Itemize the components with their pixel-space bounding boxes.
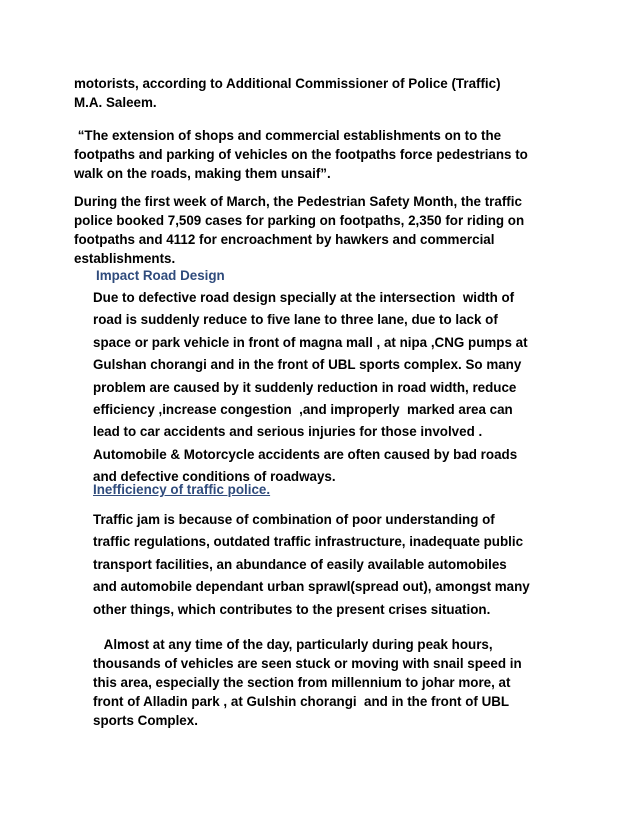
peak-hours-paragraph [93,635,573,730]
road-design-line: Gulshan chorangi and in the front of UBL sports complex. So many [93,357,522,373]
march-stats-line: police booked 7,509 cases for parking on footpaths, 2,350 for riding on [74,213,525,228]
road-design-line: and defective conditions of roadways. [93,469,336,485]
peak-hours-line: front of Alladin park , at Gulshin chorangi and in the front of UBL [93,694,510,709]
traffic-police-heading[interactable]: Inefficiency of traffic police. [93,482,271,497]
peak-hours-line: this area, especially the section from millennium to johar more, at [93,675,511,690]
traffic-police-line: other things, which contributes to the present crises situation. [93,601,491,617]
march-stats-line: footpaths and 4112 for encroachment by hawkers and commercial [74,232,495,247]
quote-line: “The extension of shops and commercial establishments on to the [74,128,502,143]
peak-hours-line: thousands of vehicles are seen stuck or moving with snail speed in [93,656,522,671]
traffic-police-line: and automobile dependant urban sprawl(spread out), amongst many [93,579,530,595]
traffic-police-line: traffic regulations, outdated traffic infrastructure, inadequate public [93,534,524,550]
march-stats-line: During the first week of March, the Pedestrian Safety Month, the traffic [74,194,522,209]
peak-hours-line: Almost at any time of the day, particularly during peak hours, [93,637,493,652]
road-design-line: Due to defective road design specially at the intersection width of [93,290,515,305]
road-design-paragraph [93,287,573,489]
quote-line: walk on the roads, making them unsaif”. [74,166,331,181]
road-design-line: road is suddenly reduce to five lane to three lane, due to lack of [93,312,498,328]
road-design-heading: Impact Road Design [96,268,225,283]
intro-line: M.A. Saleem. [74,95,157,110]
intro-line: motorists, according to Additional Commissioner of Police (Traffic) [74,76,501,91]
road-design-line: efficiency ,increase congestion ,and improperly marked area can [93,402,513,418]
road-design-line: lead to car accidents and serious injuries for those involved . [93,424,483,440]
road-design-line: Automobile & Motorcycle accidents are often caused by bad roads [93,446,518,462]
quote-line: footpaths and parking of vehicles on the footpaths force pedestrians to [74,147,528,162]
march-stats-line: establishments. [74,251,176,266]
traffic-police-line: transport facilities, an abundance of easily available automobiles [93,556,507,572]
intro-paragraph [74,74,574,112]
road-design-line: space or park vehicle in front of magna mall , at nipa ,CNG pumps at [93,334,528,350]
quote-paragraph [74,126,574,183]
march-stats-paragraph [74,192,574,268]
peak-hours-line: sports Complex. [93,713,198,728]
road-design-line: problem are caused by it suddenly reduction in road width, reduce [93,379,517,395]
traffic-police-line: Traffic jam is because of combination of poor understanding of [93,512,495,527]
traffic-police-paragraph [93,509,573,621]
